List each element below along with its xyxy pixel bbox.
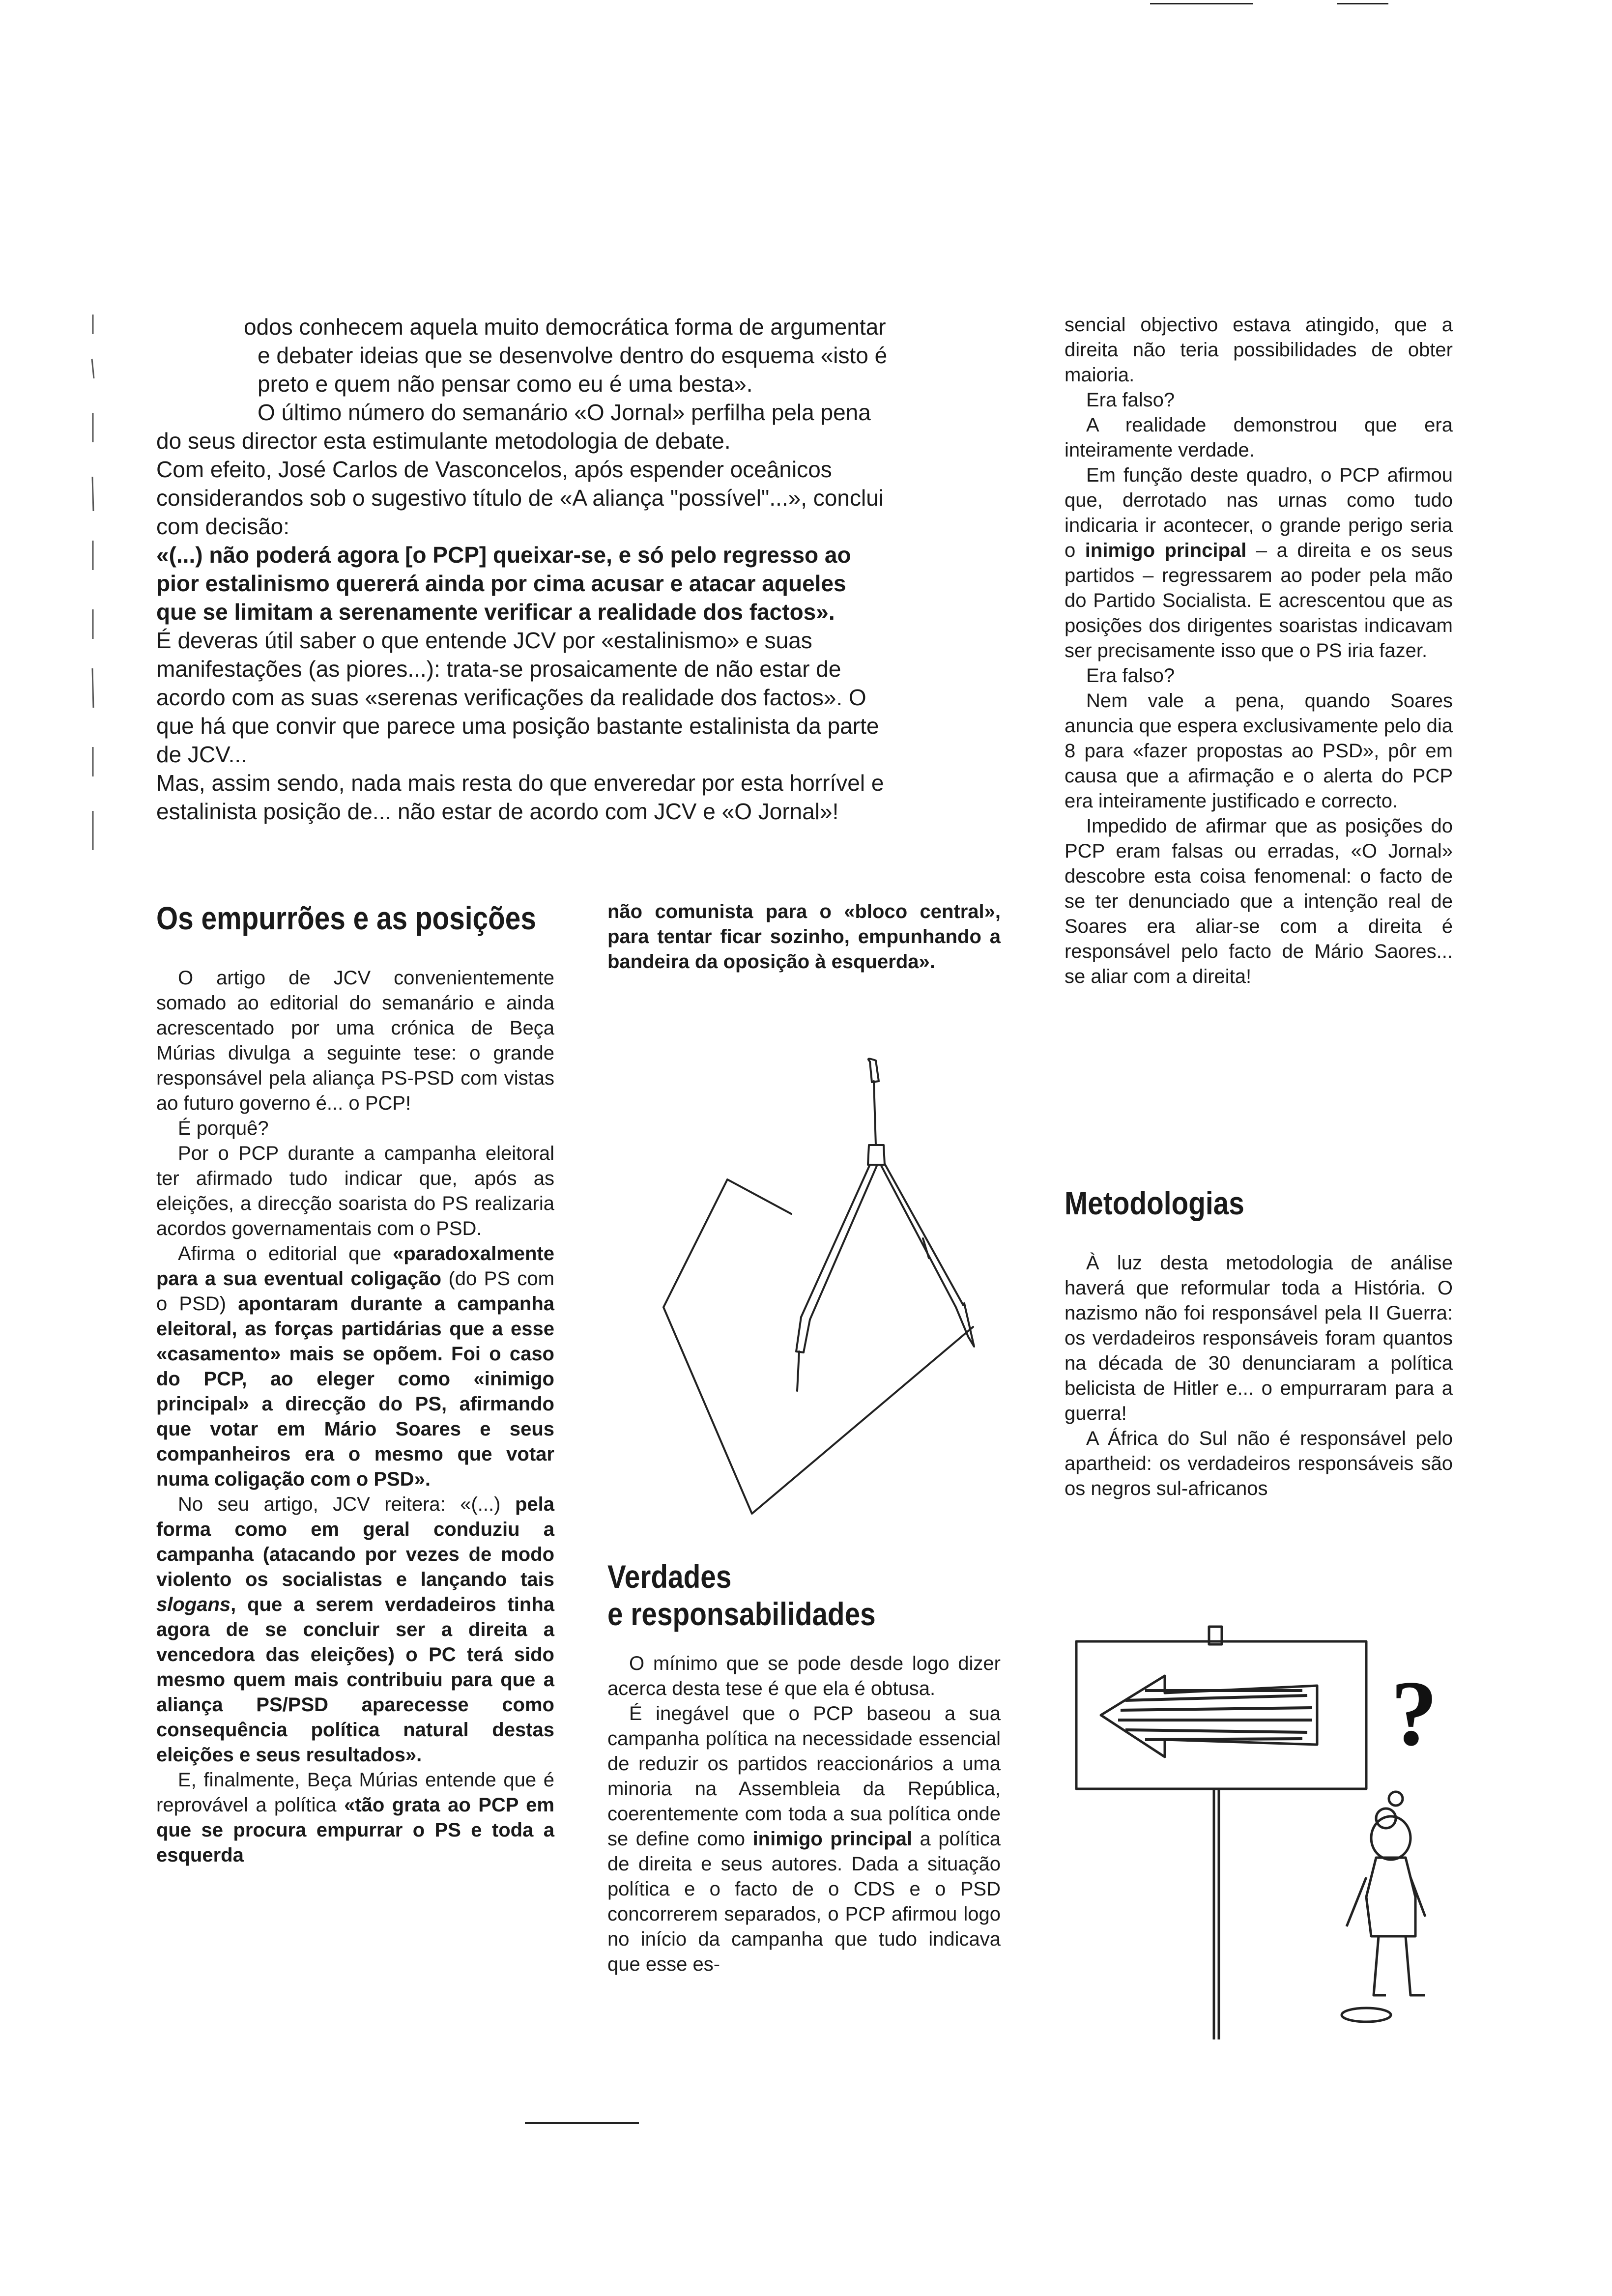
- intro-line: que há que convir que parece uma posição bastante estalinista da parte: [156, 713, 879, 739]
- bold-italic-run: slogans: [156, 1594, 231, 1615]
- paragraph: Impedido de afirmar que as posições do PCP eram falsas ou erradas, «O Jornal» descobre esta coisa fenomenal: o facto de se ter denunciado que a intenção real de Soares era aliar-se com a direita é responsável pelo facto de Mário Saores... se aliar com a direita!: [1065, 815, 1453, 987]
- bold-run: pela forma como em geral conduziu a campanha (atacando por vezes de modo violento os socialistas e lançando tais: [156, 1493, 554, 1590]
- intro-line: Com efeito, José Carlos de Vasconcelos, após espender oceânicos: [156, 457, 832, 482]
- bold-run: inimigo principal: [1085, 540, 1247, 561]
- intro-line: do seus director esta estimulante metodologia de debate.: [156, 428, 731, 454]
- intro-quote-line: «(...) não poderá agora [o PCP] queixar-se, e só pelo regresso ao: [156, 542, 851, 568]
- intro-line: odos conhecem aquela muito democrática forma de argumentar: [244, 314, 886, 340]
- scan-mark: [1337, 3, 1388, 4]
- text-run: Em função deste quadro, o PCP afirmou que, derrotado nas urnas como tudo indicaria ir acontecer, o grande perigo seria o: [1065, 464, 1453, 561]
- paragraph: Por o PCP durante a campanha eleitoral ter afirmado tudo indicar que, após as eleições, a direcção soarista do PS realizaria acordos governamentais com o PSD.: [156, 1143, 554, 1239]
- intro-line: de JCV...: [156, 742, 247, 767]
- compass-drawing-icon: [654, 1052, 998, 1533]
- section-heading-empurroes: Os empurrões e as posições: [156, 900, 536, 936]
- text-run: No seu artigo, JCV reitera: «(...): [178, 1493, 515, 1515]
- paragraph: sencial objectivo estava atingido, que a direita não teria possibilidades de obter maioria.: [1065, 314, 1453, 386]
- text-run: a política de direita e seus autores. Dada a situação política e o facto de o CDS e o PSD concorrerem separados, o PCP afirmou logo no início da campanha que tudo indicava que esse es-: [607, 1828, 1001, 1975]
- bold-run: apontaram durante a campanha eleitoral, as forças partidárias que a esse «casamento» mais se opõem. Foi o caso do PCP, ao eleger como «inimigo principal» a direcção do PS, afirmando que votar em Mário Soares e seus companheiros era o mesmo que votar numa coligação com o PSD».: [156, 1293, 555, 1490]
- column-3-top: [1065, 313, 1453, 989]
- paragraph: não comunista para o «bloco central», para tentar ficar sozinho, empunhando a bandeira da oposição à esquerda».: [607, 901, 1001, 973]
- bold-run: , que a serem verdadeiros tinha agora de se concluir ser a direita a vencedora das eleições) o PC terá sido mesmo quem mais contribuiu para que a aliança PS/PSD aparecesse como consequência política natural destas eleições e seus resultados».: [156, 1594, 554, 1766]
- intro-line: estalinista posição de... não estar de acordo com JCV e «O Jornal»!: [156, 799, 839, 824]
- paragraph: [607, 1701, 1001, 1977]
- intro-line: preto e quem não pensar como eu é uma besta».: [258, 371, 753, 397]
- intro-line: acordo com as suas «serenas verificações da realidade dos factos». O: [156, 685, 866, 710]
- paragraph: O mínimo que se pode desde logo dizer acerca desta tese é que ela é obtusa.: [607, 1653, 1001, 1699]
- svg-text:?: ?: [1391, 1662, 1438, 1765]
- intro-text: [156, 313, 997, 826]
- bold-run: «paradoxalmente para a sua eventual coligação: [156, 1243, 554, 1290]
- text-run: É inegável que o PCP baseou a sua campanha política na necessidade essencial de reduzir os partidos reaccionários a uma minoria na Assembleia da República, coerentemente com toda a sua política onde se define como: [607, 1703, 1001, 1850]
- intro-line: com decisão:: [156, 514, 290, 539]
- paragraph: A África do Sul não é responsável pelo apartheid: os verdadeiros responsáveis são os negros sul-africanos: [1065, 1428, 1453, 1499]
- column-2-bottom: [607, 1651, 1001, 1977]
- intro-line: É deveras útil saber o que entende JCV por «estalinismo» e suas: [156, 628, 812, 653]
- scan-mark: [1150, 3, 1253, 4]
- paragraph: [156, 1492, 554, 1768]
- paragraph: Nem vale a pena, quando Soares anuncia que espera exclusivamente pelo dia 8 para «fazer propostas ao PSD», pôr em causa que a afirmação e o alerta do PCP era inteiramente justificado e correcto.: [1065, 690, 1453, 812]
- paragraph: O artigo de JCV convenientemente somado ao editorial do semanário e ainda acrescentado por uma crónica de Beça Múrias divulga a seguinte tese: o grande responsável pela aliança PS-PSD com vistas ao futuro governo é... o PCP!: [156, 967, 554, 1114]
- intro-line: O último número do semanário «O Jornal» perfilha pela pena: [258, 400, 871, 425]
- paragraph: [1065, 463, 1453, 663]
- column-1: [156, 966, 554, 1868]
- signpost-question-cartoon-icon: [1071, 1622, 1460, 2054]
- bottom-rule: [525, 2122, 639, 2124]
- section-heading-metodologias: Metodologias: [1065, 1185, 1244, 1221]
- paragraph: É porquê?: [178, 1118, 269, 1139]
- intro-quote-line: que se limitam a serenamente verificar a realidade dos factos».: [156, 599, 835, 625]
- bold-run: «tão grata ao PCP em que se procura empurrar o PS e toda a esquerda: [156, 1794, 554, 1866]
- column-2-top: [607, 899, 1001, 975]
- text-run: (do PS com o PSD): [156, 1268, 554, 1315]
- paragraph: Era falso?: [1086, 665, 1175, 687]
- intro-line: manifestações (as piores...): trata-se prosaicamente de não estar de: [156, 656, 841, 682]
- intro-line: Mas, assim sendo, nada mais resta do que enveredar por esta horrível e: [156, 770, 884, 796]
- intro-line: considerandos sob o sugestivo título de «A aliança "possível"...», conclui: [156, 485, 884, 511]
- binding-margin-mark: [89, 315, 96, 855]
- intro-quote-line: pior estalinismo quererá ainda por cima acusar e atacar aqueles: [156, 571, 846, 596]
- column-3-bottom: [1065, 1251, 1453, 1501]
- heading-line: e responsabilidades: [607, 1596, 876, 1632]
- text-run: Afirma o editorial que: [178, 1243, 393, 1264]
- heading-line: Verdades: [607, 1558, 732, 1595]
- intro-line: e debater ideias que se desenvolve dentro do esquema «isto é: [258, 343, 888, 368]
- paragraph: [156, 1768, 554, 1868]
- paragraph: Era falso?: [1086, 389, 1175, 411]
- text-run: E, finalmente, Beça Múrias entende que é reprovável a política: [156, 1769, 554, 1816]
- text-run: – a direita e os seus partidos – regressarem ao poder pela mão do Partido Socialista. E acrescentou que as posições dos dirigentes soaristas indicavam ser precisamente isso que o PS iria fazer.: [1065, 540, 1453, 661]
- section-heading-verdades: [607, 1558, 920, 1633]
- paragraph: [156, 1241, 554, 1492]
- paragraph: À luz desta metodologia de análise haverá que reformular toda a História. O nazismo não foi responsável pela II Guerra: os verdadeiros responsáveis foram quantos na década de 30 denunciaram a política belicista de Hitler e... o empurraram para a guerra!: [1065, 1252, 1453, 1424]
- bold-run: inimigo principal: [752, 1828, 912, 1850]
- paragraph: A realidade demonstrou que era inteiramente verdade.: [1065, 414, 1453, 461]
